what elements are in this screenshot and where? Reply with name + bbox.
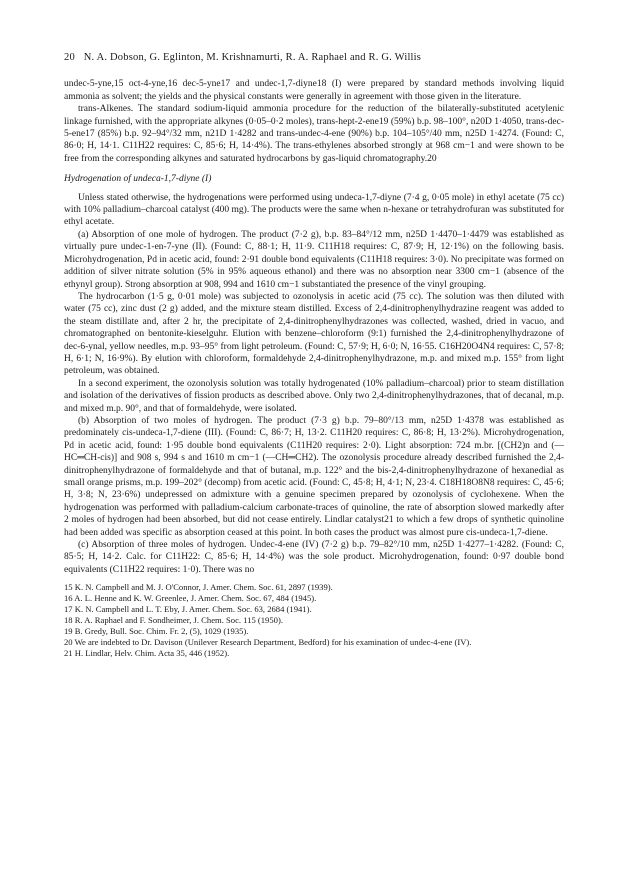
paragraph-two-moles-hydrogen: (b) Absorption of two moles of hydrogen. The product (7·3 g) b.p. 79–80°/13 mm, n25D 1·4378 was established as predominately cis-undeca-1,7-diene (III). (Found: C, 86·7; H, 13·2. C11H20 requires: C, 86·8; H, 13·2%). Microhydrogenation, Pd in acetic acid, found: 1·95 double bond equivalents (C11H20 requires: 2·0). Light absorption: 724 m.br. [(CH2)n and (—HC═CH-cis)] and 908 s, 994 s and 1610 m cm−1 (—CH═CH2). The ozonolysis procedure already described furnished the 2,4-dinitrophenylhydrazone of formaldehyde and that of butanal, m.p. 122° and the bis-2,4-dinitrophenylhydrazone of hexanedial as small orange prisms, m.p. 199–202° (decomp) from acetic acid. (Found: C, 45·8; H, 4·1; N, 23·4. C18H18O8N8 requires: C, 45·6; H, 3·8; N, 23·6%) undepressed on admixture with a genuine specimen prepared by ozonolysis of cyclohexene. When the hydrogenation was performed with palladium-calcium carbonate-traces of quinoline, the rate of absorption slowed markedly after 2 moles of hydrogen had been absorbed, but did not cease entirely. Lindlar catalyst21 to which a few drops of synthetic quinoline had been added was specific as absorption ceased at this point. In both cases the product was almost pure cis-undeca-1,7-diene.: [64, 415, 564, 538]
section-heading: Hydrogenation of undeca-1,7-diyne (I): [64, 174, 212, 185]
paragraph-ozonolysis: The hydrocarbon (1·5 g, 0·01 mole) was subjected to ozonolysis in acetic acid (75 cc). The solution was then diluted with water (75 cc), zinc dust (2 g) added, and the mixture steam distilled. Excess of 2,4-dinitrophenylhydrazine reagent was added to the steam distillate and, after 2 hr, the precipitate of 2,4-dinitrophenylhydrazones was collected, washed, dried in vacuo, and chromatographed on bentonite-kieselguhr. Elution with benzene–chloroform (9:1) furnished the 2,4-dinitrophenylhydrazone of dec-6-ynal, yellow needles, m.p. 93–95° from light petroleum. (Found: C, 57·9; H, 6·0; N, 16·55. C16H20O4N4 requires: C, 57·8; H, 6·1; N, 16·9%). By elution with chloroform, formaldehyde 2,4-dinitrophenylhydrazone, m.p. and mixed m.p. 155° from light petroleum, was obtained.: [64, 291, 564, 377]
paragraph-second-experiment: In a second experiment, the ozonolysis solution was totally hydrogenated (10% palladium–charcoal) prior to steam distillation and isolation of the derivatives of fission products as described above. Only two 2,4-dinitrophenylhydrazones, that of decanal, m.p. and mixed m.p. 90°, and that of formaldehyde, were isolated.: [64, 378, 564, 414]
paragraph-trans-alkenes: trans-Alkenes. The standard sodium-liquid ammonia procedure for the reduction of the bilaterally-substituted acetylenic linkage furnished, with the appropriate alkynes (0·05–0·2 moles), trans-hept-2-ene19 (59%) b.p. 98–100°, n20D 1·4050, trans-dec-5-ene17 (85%) b.p. 92–94°/32 mm, n21D 1·4282 and trans-undec-4-ene (90%) b.p. 104–105°/40 mm, n25D 1·4274. (Found: C, 86·0; H, 14·1. C11H22 requires: C, 85·6; H, 14·4%). The trans-ethylenes absorbed strongly at 968 cm−1 and were shown to be free from the corresponding alkynes and saturated hydrocarbons by gas-liquid chromatography.20: [64, 104, 564, 164]
paragraph-three-moles-hydrogen: (c) Absorption of three moles of hydrogen. Undec-4-ene (IV) (7·2 g) b.p. 79–82°/10 mm, n25D 1·4277–1·4282. (Found: C, 85·5; H, 14·2. Calc. for C11H22: C, 85·6; H, 14·4%) was the sole product. Microhydrogenation, found: 0·97 double bond equivalents (C11H22 requires: 1·0). There was no: [64, 540, 564, 575]
paragraph-alkyne-preparation: undec-5-yne,15 oct-4-yne,16 dec-5-yne17 and undec-1,7-diyne18 (I) were prepared by standard methods involving liquid ammonia as solvent; the yields and the physical constants were generally in agreement with those given in the literature.: [64, 79, 564, 102]
journal-page: [64, 52, 564, 659]
paragraph-hydrogenation-conditions: Unless stated otherwise, the hydrogenations were performed using undeca-1,7-diyne (7·4 g, 0·05 mole) in ethyl acetate (75 cc) with 10% palladium–charcoal catalyst (400 mg). The products were the same when n-hexane or tetrahydrofuran was substituted for ethyl acetate.: [64, 192, 564, 228]
author-list: N. A. Dobson, G. Eglinton, M. Krishnamurti, R. A. Raphael and R. G. Willis: [83, 52, 422, 63]
footnote: 21 H. Lindlar, Helv. Chim. Acta 35, 446 (1952).: [64, 648, 230, 659]
page-number: 20: [64, 52, 75, 63]
footnote: 19 B. Gredy, Bull. Soc. Chim. Fr. 2, (5), 1029 (1935).: [64, 626, 249, 637]
running-head: [64, 52, 564, 64]
footnote: 20 We are indebted to Dr. Davison (Unilever Research Department, Bedford) for his examination of undec-4-ene (IV).: [64, 637, 472, 648]
footnote: 16 A. L. Henne and K. W. Greenlee, J. Amer. Chem. Soc. 67, 484 (1945).: [64, 593, 317, 604]
footnote: 15 K. N. Campbell and M. J. O'Connor, J. Amer. Chem. Soc. 61, 2897 (1939).: [64, 582, 333, 593]
footnote: 18 R. A. Raphael and F. Sondheimer, J. Chem. Soc. 115 (1950).: [64, 615, 283, 626]
paragraph-one-mole-hydrogen: (a) Absorption of one mole of hydrogen. The product (7·2 g), b.p. 83–84°/12 mm, n25D 1·4470–1·4479 was established as virtually pure undec-1-en-7-yne (II). (Found: C, 88·1; H, 11·9. C11H18 requires: C, 87·9; H, 12·1%) on the following basis. Microhydrogenation, Pd in acetic acid, found: 2·91 double bond equivalents (C11H18 requires: 3·0). No precipitate was formed on addition of silver nitrate solution (5% in 95% aqueous ethanol) and there was no absorption near 3300 cm−1 (absence of the ethynyl group). Strong absorption at 908, 994 and 1610 cm−1 substantiated the presence of the vinyl grouping.: [64, 229, 564, 290]
footnotes: [64, 582, 564, 659]
footnote: 17 K. N. Campbell and L. T. Eby, J. Amer. Chem. Soc. 63, 2684 (1941).: [64, 604, 312, 615]
